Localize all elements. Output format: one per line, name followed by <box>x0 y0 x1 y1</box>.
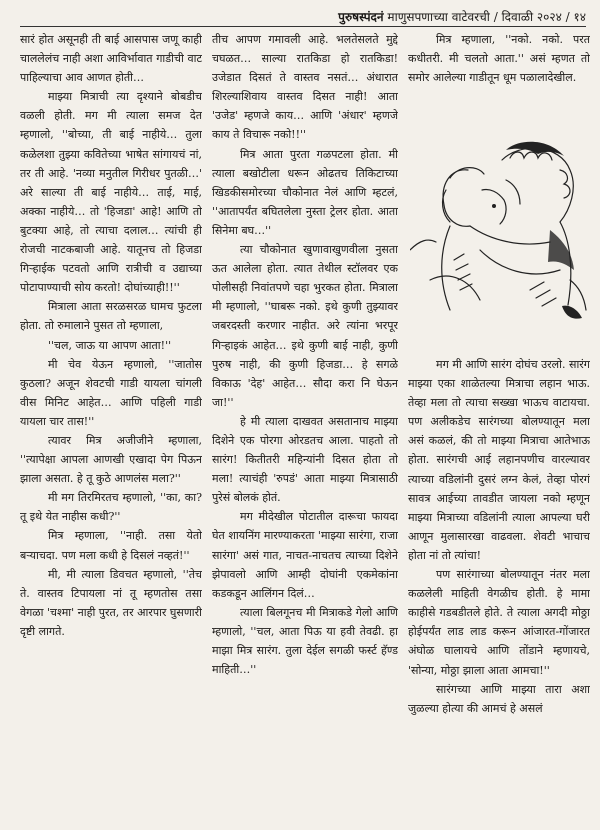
paragraph: मी, मी त्याला डिवचत म्हणालो, ''तेच ते. वास्तव टिपायला नां तू म्हणतोस तसा वेगळा 'चश्मा' नाही पुरत, तर आरपार घुसणारी दृष्टी लागते. <box>20 567 202 638</box>
paragraph: मग मीदेखील पोटातील दारूचा फायदा घेत शायनिंग मारण्याकरता 'माझ्या सारंगा, राजा सारंगा' असं गात, नाचत-नाचतच त्याच्या दिशेने झेपावलो आणि आम्ही दोघांनी एकमेकांना कडकडून आलिंगन दिलं… <box>212 510 398 600</box>
text-column-2 <box>212 30 398 824</box>
paragraph: मी चेव येऊन म्हणालो, ''जातोस कुठला? अजून शेवटची गाडी यायला चांगली वीस मिनिट आहेत… आणि पहिली गाडी यायला चार तास!'' <box>20 357 202 428</box>
paragraph: ''चल, जाऊ या आपण आता!'' <box>48 338 172 352</box>
paragraph: माझ्या मित्राची त्या दृश्याने बोबडीच वळली होती. मग मी त्याला समज देत म्हणालो, ''बोच्या, ती बाई नाहीये… तुला कळेलशा तुझ्या कवितेच्या भाषेत सांगायचं नां, तर ती आहे. 'नव्या मनुतील गिरीधर पुतळी…' अरे साल्या ती बाई नाहीये… ताई, माई, अक्का नाहीये… तो 'हिजडा' आहे! आणि तो बुटक्या आहे, तो त्याचा दलाल… त्यांची ही रोजची नाटकबाजी आहे. यातूनच तो हिजडा गिऱ्हाईक पटवतो आणि रात्रीची व उद्याच्या पोटापाण्याची सोय करतो! दोघांच्याही!!'' <box>20 90 202 295</box>
paragraph: मित्र आता पुरता गळपटला होता. मी त्याला बखोटीला धरून ओढतच तिकिटाच्या खिडकीसमोरच्या चौकोनात नेलं आणि म्हटलं, ''आतापर्यंत बघितलेला नुस्ता ट्रेलर होता. आता सिनेमा बघ…'' <box>212 147 398 237</box>
paragraph: सारंगच्या आणि माझ्या तारा अशा जुळल्या होत्या की आमचं हे असलं <box>408 682 590 715</box>
column-3-top <box>408 30 590 87</box>
magazine-subtitle: माणुसपणाच्या वाटेवरची <box>387 10 490 24</box>
running-title: पुरुषस्पंदनं माणुसपणाच्या वाटेवरची / दिवाळी २०२४ / १४ <box>338 10 586 24</box>
paragraph: त्या चौकोनात खुणावाखुणवीला नुसता ऊत आलेला होता. त्यात तेथील स्टॉलवर एक पोलीसही निवांतपणे चहा भुरकत होता. मित्राला मी म्हणालो, ''घाबरू नको. इथे कुणी तुझ्यावर जबरदस्ती करणार नाहीत. अरे त्यांना भरपूर गिऱ्हाइकं आहेत… इथे कुणी बाई नाही, कुणी पुरुष नाही, की कुणी हिजडा… हे सगळे विकाऊ 'देह' आहेत… सौदा करा नि घेऊन जा!'' <box>212 243 398 409</box>
text-column-1 <box>20 30 202 824</box>
magazine-name: पुरुषस्पंदनं <box>338 10 384 24</box>
paragraph: सारं होत असूनही ती बाई आसपास जणू काही चाललेलंच नाही अशा आविर्भावात गाडीची वाट पाहिल्याचा आव आणत होती… <box>20 33 202 85</box>
paragraph: मित्र म्हणाला, ''नको. नको. परत कधीतरी. मी चलतो आता.'' असं म्हणत तो समोर आलेल्या गाडीतून धूम पळालादेखील. <box>408 33 590 85</box>
paragraph: मित्राला आता सरळसरळ घामच फुटला होता. तो रुमालाने पुसत तो म्हणाला, <box>20 300 202 333</box>
page-number: १४ <box>573 10 586 24</box>
paragraph: त्याला बिलगूनच मी मित्राकडे गेलो आणि म्हणालो, ''चल, आता पिऊ या हवी तेवढी. हा माझा मित्र सारंग. तुला देईल सगळी फर्स्ट हॅण्ड माहिती…'' <box>212 605 398 677</box>
paragraph: मी मग तिरमिरतच म्हणालो, ''का, का? तू इथे येत नाहीस कधी?'' <box>20 491 202 524</box>
paragraph: मित्र म्हणाला, ''नाही. तसा येतो बऱ्याचदा. पण मला कधी हे दिसलं नव्हतं!'' <box>20 529 202 562</box>
paragraph: हे मी त्याला दाखवत असतानाच माझ्या दिशेने एक पोरगा ओरडतच आला. पाहतो तो सारंग! कितीतरी महिन्यांनी दिसत होता तो मला! त्याचंही 'रुपडं' आता माझ्या मित्रासाठी पुरेसं बोलकं होतं. <box>212 414 398 505</box>
column-3-bottom <box>408 355 590 718</box>
paragraph: तीच आपण गमावली आहे. भलतेसलते मुद्दे चघळत… साल्या रातकिडा हो रातकिडा! उजेडात दिसतं ते वास्तव नसतं… अंधारात शिरल्याशिवाय वास्तव दिसत नाही! आता 'उजेड' म्हणजे काय… आणि 'अंधार' म्हणजे काय ते विचारू नको!!'' <box>212 33 398 142</box>
paragraph: मग मी आणि सारंग दोघंच उरलो. सारंग माझ्या एका शाळेतल्या मित्राचा लहान भाऊ. तेव्हा मला तो त्याचा सख्खा भाऊच वाटायचा. पण अलीकडेच सारंगच्या बोलण्यातून मला असं कळलं, की तो माझ्या मित्राचा आतेभाऊ होता. सारंगची आई लहानपणीच वारल्यावर त्याच्या वडिलांनी दुसरं लग्न केलं, तेव्हा पोरगं सावत्र आईच्या तावडीत जायला नको म्हणून माझ्या मित्राच्या वडिलांनी त्याला आपल्या घरी आणून मुलासारखा वाढवला. शेवटी भाचाच होता नां तो त्यांचा! <box>408 358 590 562</box>
running-header <box>20 6 586 27</box>
paragraph: पण सारंगाच्या बोलण्यातून नंतर मला कळलेली माहिती वेगळीच होती. हे मामा काहीसे गडबडीतले होते. ते त्याला अगदी मोठ्ठा होईपर्यंत लाड लाड करून आंजारत-गोंजारत अंघोळ घालायचे आणि तोंडाने म्हणायचे, 'सोन्या, मोठ्ठा झाला आता आमचा!'' <box>408 568 590 677</box>
issue-name: दिवाळी २०२४ <box>501 10 562 24</box>
embrace-illustration <box>410 130 590 325</box>
paragraph: त्यावर मित्र अजीजीने म्हणाला, ''त्यापेक्षा आपला आणखी एखादा पेग पिऊन झाला असता. हे तू कुठे आणलंस मला?'' <box>20 433 202 486</box>
